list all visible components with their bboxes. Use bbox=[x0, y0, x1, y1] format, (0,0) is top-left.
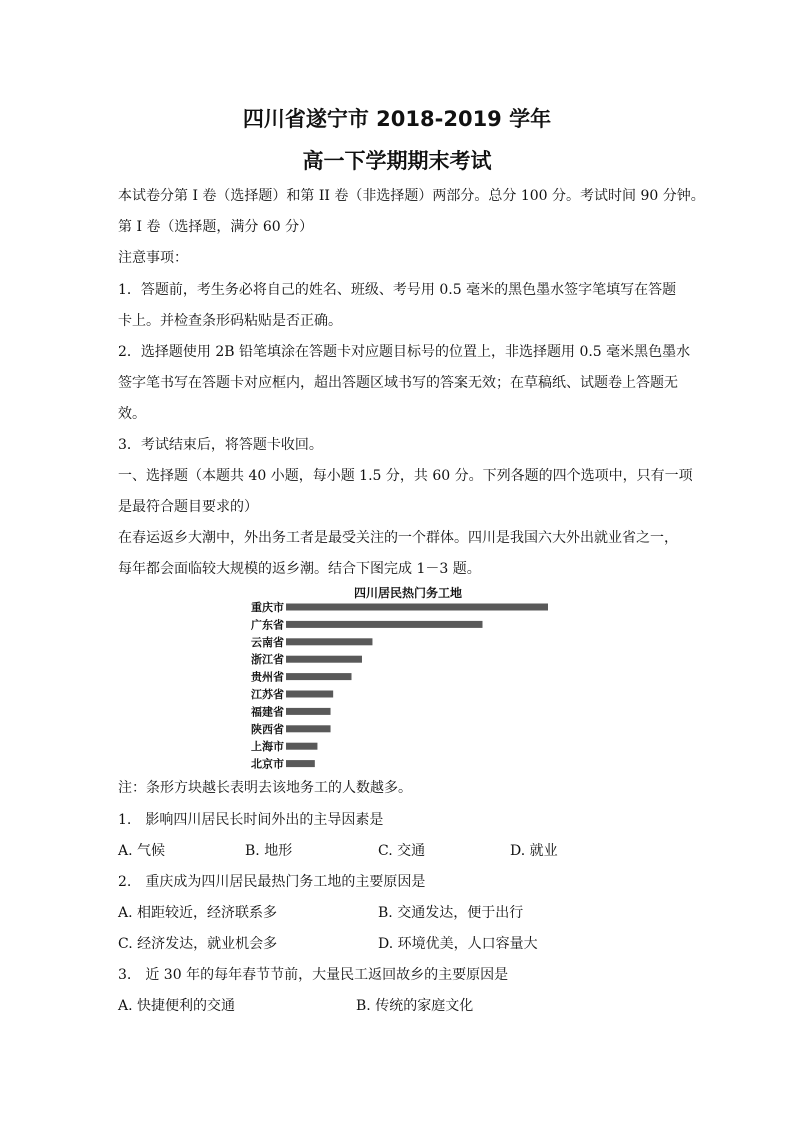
bar bbox=[286, 691, 333, 698]
notice-1-line-a: 1．答题前，考生务必将自己的姓名、班级、考号用 0.5 毫米的黑色墨水签字笔填写在答题 bbox=[118, 282, 677, 298]
notice-2-line-a: 2．选择题使用 2B 铅笔填涂在答题卡对应题目标号的位置上，非选择题用 0.5 毫米黑色墨水 bbox=[118, 344, 691, 360]
q1-option-a: A. 气候 bbox=[118, 843, 166, 859]
question-2: 2. 重庆成为四川居民最热门务工地的主要原因是 bbox=[118, 874, 426, 890]
chart-title: 四川居民热门务工地 bbox=[353, 586, 463, 600]
q1-option-c: C. 交通 bbox=[378, 843, 426, 859]
exam-title-line1: 四川省遂宁市 2018-2019 学年 bbox=[242, 107, 552, 131]
category-label: 重庆市 bbox=[251, 601, 284, 614]
q2-option-a: A. 相距较近，经济联系多 bbox=[118, 905, 278, 921]
q1-option-d: D. 就业 bbox=[510, 843, 558, 859]
bar bbox=[286, 743, 317, 750]
q1-option-b: B. 地形 bbox=[245, 843, 293, 859]
bar bbox=[286, 673, 352, 680]
passage-line-b: 每年都会面临较大规模的返乡潮。结合下图完成 1－3 题。 bbox=[118, 561, 481, 577]
q3-option-a: A. 快捷便利的交通 bbox=[118, 998, 236, 1014]
notice-2-line-b: 签字笔书写在答题卡对应框内，超出答题区域书写的答案无效；在草稿纸、试题卷上答题无 bbox=[118, 375, 678, 391]
passage-line-a: 在春运返乡大潮中，外出务工者是最受关注的一个群体。四川是我国六大外出就业省之一， bbox=[118, 530, 678, 546]
q2-option-c: C. 经济发达，就业机会多 bbox=[118, 936, 278, 952]
category-label: 福建省 bbox=[251, 705, 284, 719]
section1-header-b: 是最符合题目要求的） bbox=[118, 499, 258, 515]
category-label: 陕西省 bbox=[251, 722, 284, 736]
question-1: 1. 影响四川居民长时间外出的主导因素是 bbox=[118, 812, 384, 828]
notice-3: 3．考试结束后，将答题卡收回。 bbox=[118, 437, 323, 453]
category-label: 云南省 bbox=[251, 635, 284, 649]
notice-2-line-c: 效。 bbox=[118, 406, 146, 422]
question-3: 3. 近 30 年的每年春节节前，大量民工返回故乡的主要原因是 bbox=[118, 967, 509, 983]
bar bbox=[286, 638, 372, 645]
notice-1-line-b: 卡上。并检查条形码粘贴是否正确。 bbox=[118, 313, 342, 329]
notice-title: 注意事项： bbox=[118, 250, 188, 266]
bar bbox=[286, 604, 548, 611]
category-label: 浙江省 bbox=[251, 653, 284, 667]
q2-option-b: B. 交通发达，便于出行 bbox=[378, 905, 524, 921]
work-destination-chart bbox=[236, 582, 566, 772]
category-label: 广东省 bbox=[251, 618, 284, 632]
exam-intro: 本试卷分第 I 卷（选择题）和第 II 卷（非选择题）两部分。总分 100 分。考试时间 90 分钟。 bbox=[118, 188, 705, 204]
category-label: 江苏省 bbox=[251, 688, 284, 701]
chart-marks bbox=[250, 600, 548, 771]
category-label: 上海市 bbox=[251, 740, 284, 754]
part1-header: 第 I 卷（选择题，满分 60 分） bbox=[118, 219, 314, 235]
bar bbox=[286, 708, 331, 715]
chart-note: 注：条形方块越长表明去该地务工的人数越多。 bbox=[118, 780, 412, 796]
q3-option-b: B. 传统的家庭文化 bbox=[356, 998, 474, 1014]
exam-title-line2: 高一下学期期末考试 bbox=[302, 149, 492, 173]
bar bbox=[286, 760, 315, 767]
q2-option-d: D. 环境优美，人口容量大 bbox=[378, 936, 538, 952]
category-label: 贵州省 bbox=[251, 670, 284, 684]
bar bbox=[286, 725, 331, 732]
bar bbox=[286, 656, 362, 663]
category-label: 北京市 bbox=[251, 757, 284, 771]
bar bbox=[286, 621, 483, 628]
section1-header-a: 一、选择题（本题共 40 小题，每小题 1.5 分，共 60 分。下列各题的四个选项中，只有一项 bbox=[118, 468, 693, 484]
